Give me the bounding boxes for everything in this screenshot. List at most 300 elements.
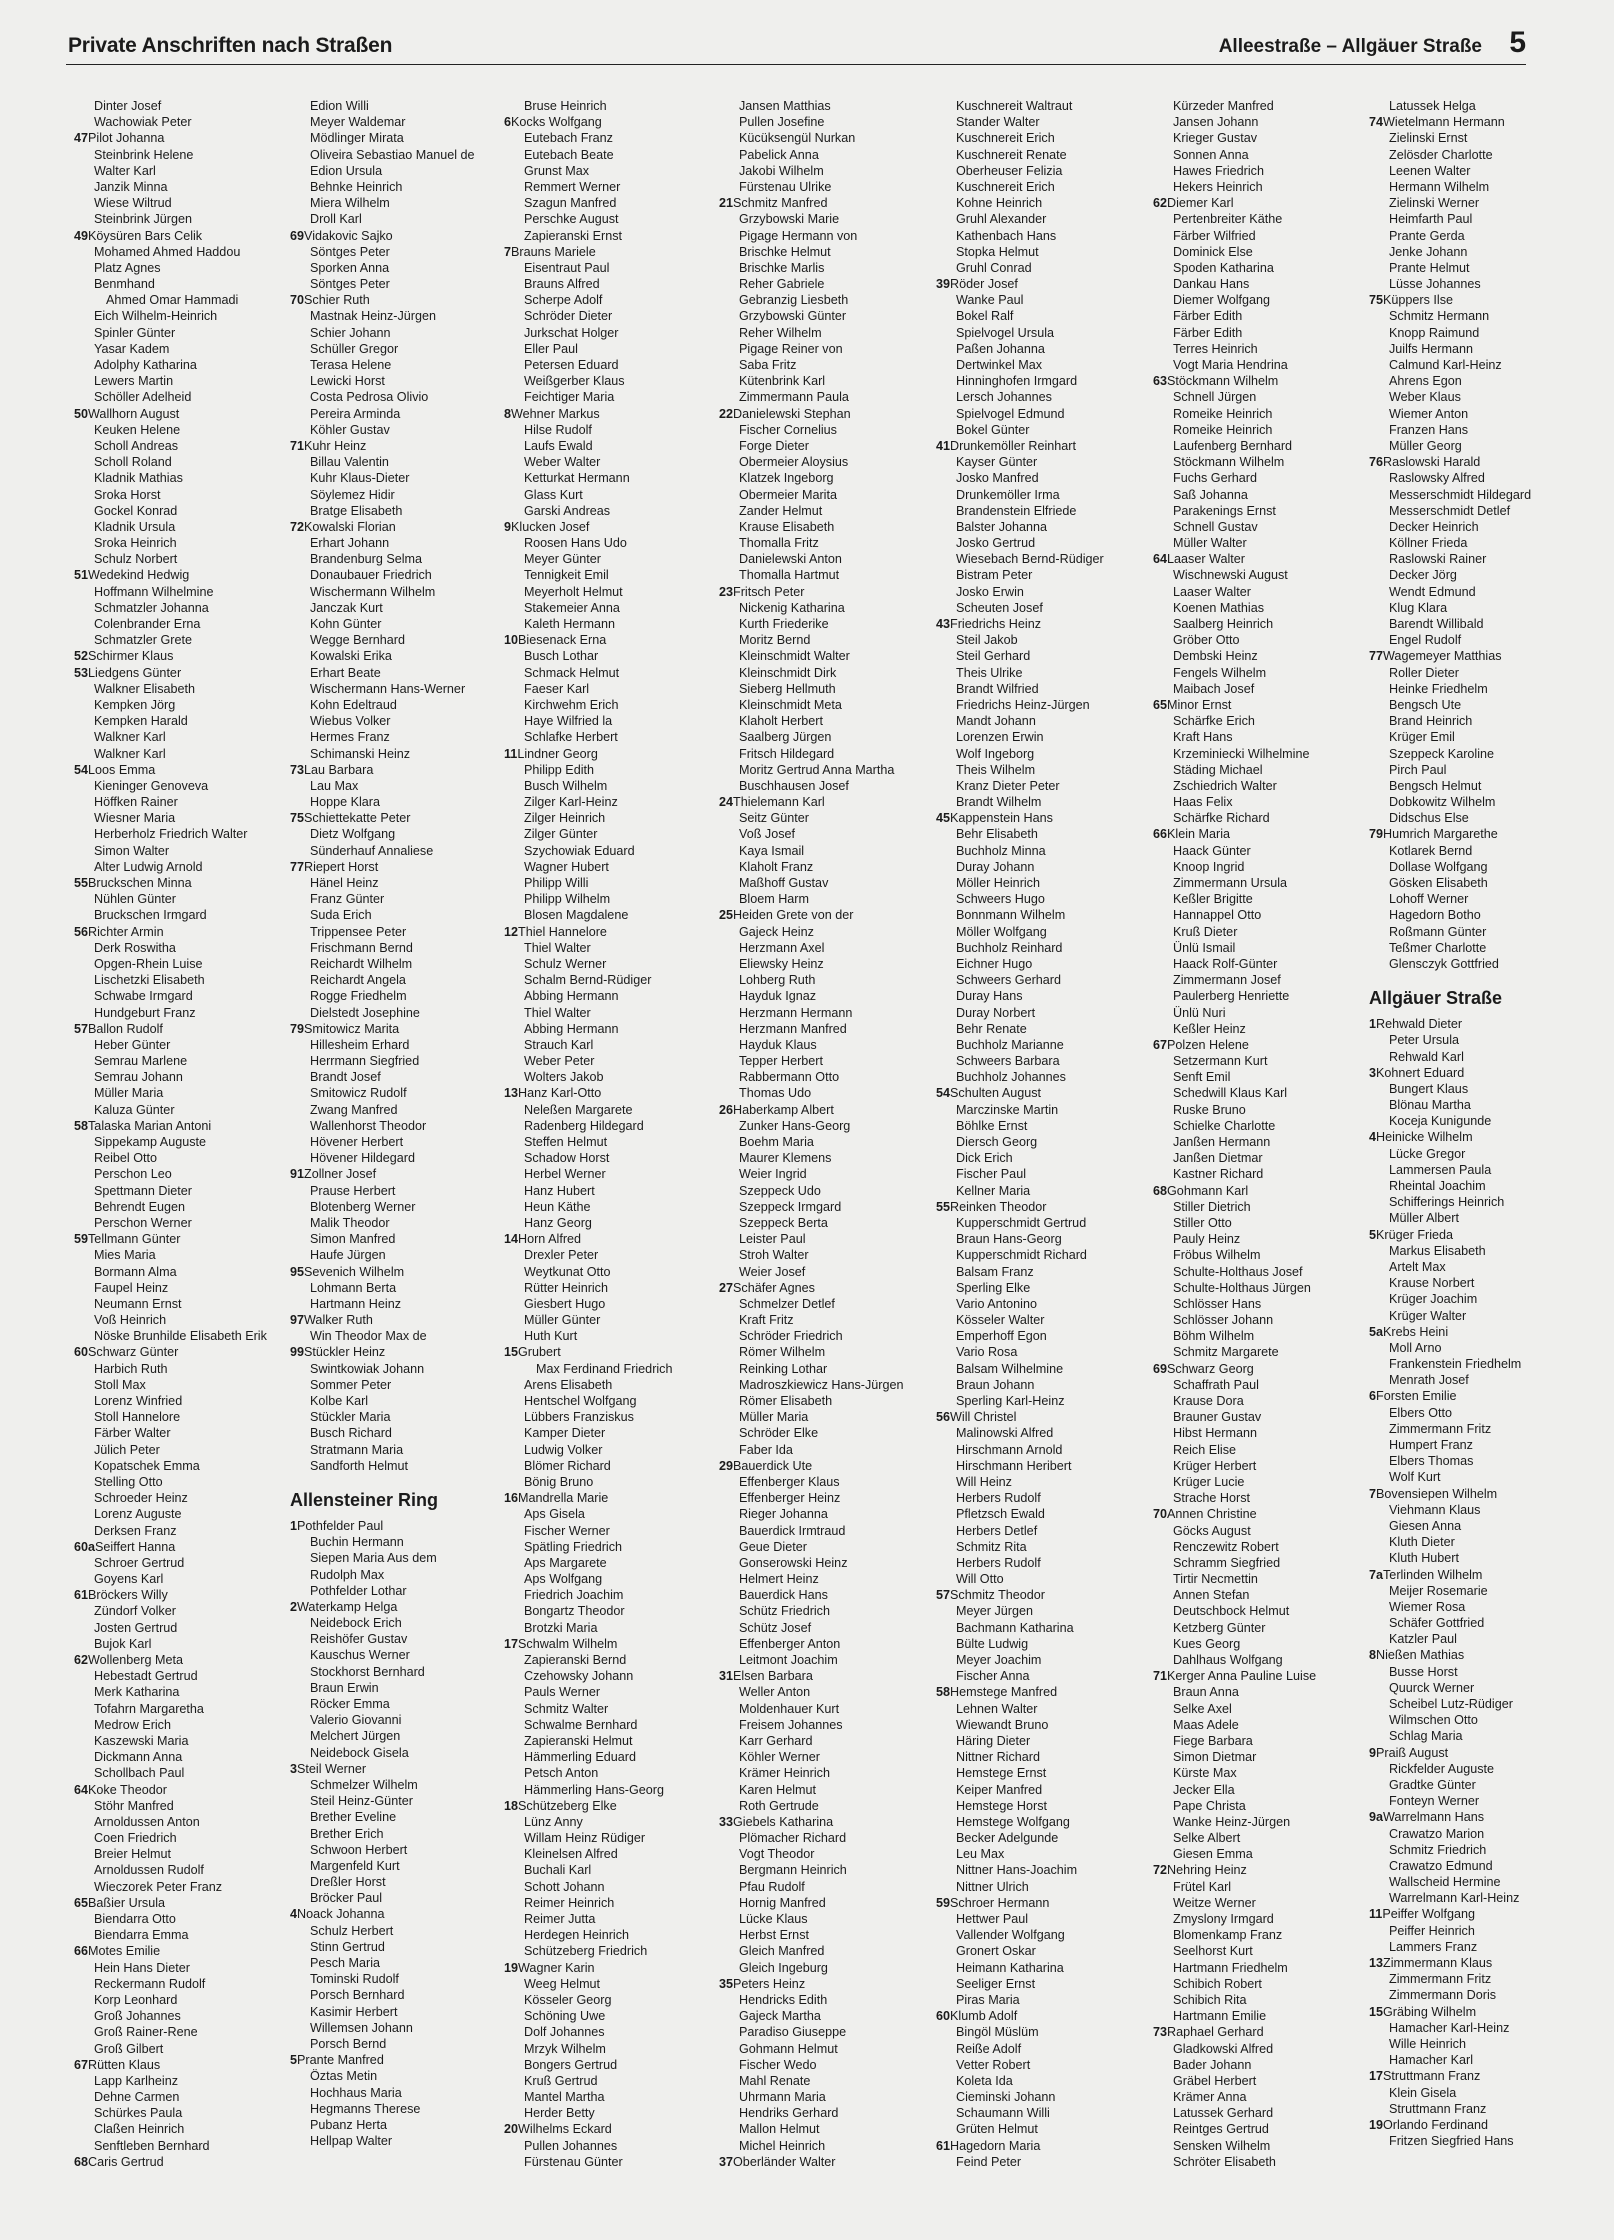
resident-entry [1153, 1053, 1363, 1069]
resident-entry [936, 1862, 1146, 1878]
resident-entry [74, 130, 284, 146]
resident-name: Weier Josef [739, 1264, 806, 1279]
resident-name: Thomalla Fritz [739, 536, 819, 551]
resident-entry [290, 503, 500, 519]
resident-name: Terres Heinrich [1173, 341, 1258, 356]
resident-name: Schnell Jürgen [1173, 390, 1257, 405]
resident-entry [719, 2008, 929, 2024]
resident-entry [1153, 1247, 1363, 1263]
resident-name: Schärfke Richard [1173, 811, 1270, 826]
resident-entry [936, 1409, 1146, 1425]
resident-name: Stelling Otto [94, 1474, 163, 1489]
resident-name: Zilger Heinrich [524, 811, 606, 826]
house-number: 6 [504, 115, 512, 130]
resident-name: Dick Erich [956, 1151, 1013, 1166]
resident-entry [74, 1943, 284, 1959]
resident-name: Faeser Karl [524, 681, 590, 696]
resident-entry [504, 810, 714, 826]
resident-name: Jurkschat Holger [524, 325, 619, 340]
resident-entry [1153, 1539, 1363, 1555]
resident-entry [290, 972, 500, 988]
resident-entry [936, 1879, 1146, 1895]
resident-entry [1369, 1728, 1579, 1744]
resident-name: Vallender Wolfgang [956, 1928, 1065, 1943]
resident-name: Schöller Adelheid [94, 390, 192, 405]
resident-entry [936, 1005, 1146, 1021]
resident-name: Kürzeder Manfred [1173, 99, 1274, 113]
resident-name: Huth Kurt [524, 1329, 578, 1344]
resident-entry [936, 843, 1146, 859]
resident-entry [1369, 2020, 1579, 2036]
resident-name: Schedwill Klaus Karl [1173, 1086, 1288, 1101]
resident-entry [936, 1377, 1146, 1393]
resident-name: Merk Katharina [94, 1685, 180, 1700]
resident-entry [1369, 1567, 1579, 1583]
resident-entry [936, 1118, 1146, 1134]
resident-name: Bovensiepen Wilhelm [1376, 1486, 1498, 1501]
resident-entry [1369, 1324, 1579, 1340]
resident-entry [290, 632, 500, 648]
resident-entry [290, 357, 500, 373]
resident-entry [290, 195, 500, 211]
resident-name: Zilger Günter [524, 827, 598, 842]
resident-name: Warrelmann Hans [1383, 1810, 1485, 1825]
resident-entry [504, 1102, 714, 1118]
resident-entry [719, 130, 929, 146]
resident-entry [74, 422, 284, 438]
resident-entry [74, 551, 284, 567]
resident-name: Willam Heinz Rüdiger [524, 1831, 646, 1846]
resident-name: Weber Klaus [1389, 390, 1461, 405]
resident-entry [936, 972, 1146, 988]
resident-entry [290, 1615, 500, 1631]
resident-entry [504, 1134, 714, 1150]
resident-entry [290, 1150, 500, 1166]
resident-name: Helmert Heinz [739, 1572, 819, 1587]
house-number: 9 [1369, 1745, 1377, 1760]
resident-entry [1153, 1782, 1363, 1798]
resident-entry [74, 1960, 284, 1976]
resident-name: Giesen Anna [1389, 1518, 1462, 1533]
resident-entry [1369, 2101, 1579, 2117]
resident-name: Keuken Helene [94, 422, 181, 437]
resident-name: Bloem Harm [739, 892, 809, 907]
resident-name: Bengsch Ute [1389, 697, 1462, 712]
resident-name: Gonserowski Heinz [739, 1555, 848, 1570]
resident-entry [719, 1199, 929, 1215]
house-number: 60 [936, 2009, 951, 2024]
resident-entry [1153, 972, 1363, 988]
resident-entry [719, 406, 929, 422]
resident-name: Selke Albert [1173, 1831, 1241, 1846]
resident-name: Schlag Maria [1389, 1729, 1463, 1744]
directory-column [290, 98, 500, 2149]
resident-entry [1153, 616, 1363, 632]
resident-name: Kupperschmidt Gertrud [956, 1215, 1087, 1230]
resident-entry [936, 1134, 1146, 1150]
resident-entry [1369, 147, 1579, 163]
resident-name: Schmitz Rita [956, 1539, 1027, 1554]
resident-name: Pfau Rudolf [739, 1879, 805, 1894]
resident-entry [1369, 260, 1579, 276]
resident-entry [1369, 2085, 1579, 2101]
resident-name: Bauerdick Irmtraud [739, 1523, 846, 1538]
resident-entry [1369, 163, 1579, 179]
resident-entry [290, 1567, 500, 1583]
resident-entry [719, 1571, 929, 1587]
resident-entry [74, 1620, 284, 1636]
resident-name: Braun Erwin [310, 1680, 379, 1695]
resident-name: Wischermann Wilhelm [310, 584, 436, 599]
resident-entry [290, 1312, 500, 1328]
resident-name: Schmack Helmut [524, 665, 620, 680]
resident-name: Philipp Willi [524, 876, 589, 890]
resident-name: Kolbe Karl [310, 1394, 369, 1408]
resident-entry [504, 147, 714, 163]
resident-name: Brauner Gustav [1173, 1410, 1262, 1425]
resident-entry [504, 1150, 714, 1166]
resident-entry [936, 1150, 1146, 1166]
resident-entry [290, 228, 500, 244]
resident-name: Szeppeck Udo [739, 1183, 821, 1198]
resident-name: Behr Elisabeth [956, 827, 1038, 842]
resident-entry [1153, 1409, 1363, 1425]
resident-entry [719, 1377, 929, 1393]
resident-name: Hemstege Wolfgang [956, 1814, 1070, 1829]
resident-entry [936, 2121, 1146, 2137]
resident-entry [719, 891, 929, 907]
resident-entry [1369, 551, 1579, 567]
resident-entry [290, 1858, 500, 1874]
resident-name: Köhler Gustav [310, 422, 390, 437]
resident-entry [504, 179, 714, 195]
resident-entry [74, 1037, 284, 1053]
resident-name: Stückler Heinz [304, 1345, 386, 1360]
resident-name: Horn Alfred [518, 1232, 582, 1247]
house-number: 24 [719, 795, 734, 810]
resident-name: Fonteyn Werner [1389, 1794, 1480, 1809]
resident-entry [936, 1474, 1146, 1490]
resident-entry [1153, 2024, 1363, 2040]
resident-name: Fröbus Wilhelm [1173, 1248, 1261, 1263]
resident-name: Brandt Wilfried [956, 681, 1039, 696]
resident-entry [290, 341, 500, 357]
resident-name: Balster Johanna [956, 519, 1048, 534]
resident-entry [74, 875, 284, 891]
resident-entry [1153, 454, 1363, 470]
resident-entry [74, 1280, 284, 1296]
resident-entry [1369, 519, 1579, 535]
resident-name: Klumb Adolf [950, 2009, 1018, 2024]
resident-entry [719, 1183, 929, 1199]
resident-name: Heun Käthe [524, 1199, 591, 1214]
resident-entry [1153, 940, 1363, 956]
resident-name: Hermann Wilhelm [1389, 179, 1490, 194]
resident-name: Simon Walter [94, 843, 170, 858]
house-number: 56 [936, 1410, 951, 1425]
resident-name: Wagner Hubert [524, 859, 609, 874]
resident-entry [1153, 422, 1363, 438]
resident-entry [936, 1215, 1146, 1231]
resident-entry [936, 2008, 1146, 2024]
resident-entry [74, 2121, 284, 2137]
house-number: 45 [936, 811, 951, 826]
resident-entry [1369, 470, 1579, 486]
resident-entry [1369, 1097, 1579, 1113]
resident-entry [74, 746, 284, 762]
resident-name: Söntges Peter [310, 244, 390, 259]
resident-entry [504, 1393, 714, 1409]
resident-entry [1369, 1583, 1579, 1599]
house-number: 56 [74, 924, 89, 939]
resident-entry [1153, 503, 1363, 519]
resident-name: Effenberger Heinz [739, 1491, 841, 1506]
resident-entry [1153, 988, 1363, 1004]
resident-entry [504, 1344, 714, 1360]
resident-entry [1153, 389, 1363, 405]
resident-name: Heimann Katharina [956, 1960, 1064, 1975]
resident-name: Lohoff Werner [1389, 892, 1469, 907]
resident-name: Wollenberg Meta [88, 1653, 183, 1667]
resident-name: Diemer Wolfgang [1173, 293, 1271, 308]
resident-entry [936, 454, 1146, 470]
house-number: 64 [74, 1782, 89, 1797]
resident-name: Szeppeck Irmgard [739, 1199, 842, 1214]
resident-name: Spätling Friedrich [524, 1539, 622, 1554]
resident-name: Laufenberg Bernhard [1173, 438, 1293, 453]
resident-entry [936, 228, 1146, 244]
resident-entry [1153, 1215, 1363, 1231]
resident-name: Sünderhauf Annaliese [310, 843, 434, 858]
house-number: 9 [504, 519, 512, 534]
resident-entry [290, 1361, 500, 1377]
resident-name: Dinter Josef [94, 99, 162, 113]
resident-entry [719, 2089, 929, 2105]
resident-name: Jenke Johann [1389, 244, 1468, 259]
resident-entry [1153, 357, 1363, 373]
house-number: 5 [290, 2053, 298, 2068]
resident-name: Haufe Jürgen [310, 1248, 386, 1263]
resident-name: Wille Heinrich [1389, 2036, 1466, 2051]
resident-entry [74, 697, 284, 713]
resident-entry [1153, 470, 1363, 486]
resident-name: Bader Johann [1173, 2057, 1252, 2072]
resident-name: Kempken Jörg [94, 697, 176, 712]
resident-entry [936, 276, 1146, 292]
resident-name: Trippensee Peter [310, 924, 407, 939]
resident-entry [1369, 697, 1579, 713]
resident-name: Hirschmann Arnold [956, 1442, 1063, 1457]
resident-entry [719, 1409, 929, 1425]
resident-entry [504, 600, 714, 616]
resident-entry [504, 1652, 714, 1668]
resident-entry [74, 988, 284, 1004]
resident-name: Smitowicz Rudolf [310, 1086, 407, 1101]
resident-name: Kocks Wolfgang [511, 115, 602, 130]
resident-name: Walkner Karl [94, 746, 166, 761]
resident-name: Färber Edith [1173, 325, 1243, 340]
resident-entry [1153, 163, 1363, 179]
resident-entry [74, 1911, 284, 1927]
house-number: 65 [74, 1895, 89, 1910]
resident-name: Gronert Oskar [956, 1944, 1036, 1959]
resident-entry [290, 2004, 500, 2020]
resident-entry [290, 1377, 500, 1393]
resident-entry [504, 632, 714, 648]
resident-name: Hartmann Friedhelm [1173, 1960, 1288, 1975]
resident-entry [290, 778, 500, 794]
resident-name: Fengels Wilhelm [1173, 665, 1267, 680]
resident-name: Effenberger Anton [739, 1636, 841, 1651]
resident-entry [290, 1425, 500, 1441]
resident-entry [1369, 1647, 1579, 1663]
resident-name: Weeg Helmut [524, 1976, 601, 1991]
resident-name: Terlinden Wilhelm [1383, 1567, 1483, 1582]
resident-entry [504, 1280, 714, 1296]
resident-name: Mastnak Heinz-Jürgen [310, 309, 436, 324]
resident-entry [719, 244, 929, 260]
resident-name: Kleinelsen Alfred [524, 1847, 618, 1862]
resident-entry [1153, 810, 1363, 826]
resident-name: Malik Theodor [310, 1215, 390, 1230]
resident-name: Blomenkamp Franz [1173, 1928, 1283, 1943]
resident-name: Schmitz Manfred [733, 196, 828, 211]
resident-name: Schäfer Agnes [733, 1280, 815, 1295]
resident-name: Hekers Heinrich [1173, 179, 1263, 194]
house-number: 70 [290, 293, 305, 308]
resident-entry [936, 1620, 1146, 1636]
resident-entry [719, 2024, 929, 2040]
resident-name: Willemsen Johann [310, 2020, 413, 2035]
resident-name: Emperhoff Egon [956, 1329, 1047, 1344]
resident-name: Wehner Markus [511, 406, 600, 421]
house-number: 11 [504, 746, 518, 761]
resident-entry [1369, 713, 1579, 729]
resident-entry [74, 98, 284, 114]
resident-name: Wendt Edmund [1389, 584, 1476, 599]
house-number: 11 [1369, 1907, 1383, 1922]
resident-entry [504, 875, 714, 891]
resident-name: Alter Ludwig Arnold [94, 859, 203, 874]
resident-entry [719, 665, 929, 681]
resident-entry [290, 1231, 500, 1247]
resident-entry [719, 567, 929, 583]
resident-entry [1369, 244, 1579, 260]
resident-name: Schäfer Gottfried [1389, 1616, 1485, 1631]
resident-name: Bujok Karl [94, 1636, 152, 1651]
resident-entry [1153, 1150, 1363, 1166]
resident-entry [719, 1005, 929, 1021]
resident-name: Lewicki Horst [310, 374, 385, 389]
resident-entry [719, 2073, 929, 2089]
resident-entry [290, 1037, 500, 1053]
resident-entry [504, 1361, 714, 1377]
resident-name: Kappenstein Hans [950, 811, 1053, 826]
resident-entry [1369, 1453, 1579, 1469]
resident-name: Kraft Fritz [739, 1313, 794, 1328]
resident-name: Klein Gisela [1389, 2085, 1457, 2100]
resident-name: Kaleth Hermann [524, 617, 616, 631]
resident-entry [1153, 1992, 1363, 2008]
resident-name: Caris Gertrud [88, 2154, 164, 2169]
resident-name: Hegmanns Therese [310, 2101, 421, 2116]
resident-name: Dickmann Anna [94, 1750, 183, 1765]
resident-name: Gräbel Herbert [1173, 2073, 1257, 2088]
resident-name: Herbers Rudolf [956, 1491, 1041, 1506]
resident-entry [504, 681, 714, 697]
resident-name: Medrow Erich [94, 1717, 171, 1732]
resident-name: Hawes Friedrich [1173, 163, 1264, 178]
resident-entry [290, 1680, 500, 1696]
resident-name: Nühlen Günter [94, 892, 176, 907]
resident-name: Kowalski Florian [304, 519, 396, 534]
resident-entry [719, 1927, 929, 1943]
resident-name: Frischmann Bernd [310, 940, 413, 955]
resident-entry [719, 1668, 929, 1684]
resident-name: Erhart Johann [310, 536, 390, 551]
resident-name: Menrath Josef [1389, 1373, 1469, 1388]
resident-name: Garski Andreas [524, 503, 611, 518]
resident-entry [1153, 843, 1363, 859]
resident-entry [504, 1749, 714, 1765]
resident-name: Klug Klara [1389, 600, 1448, 615]
resident-entry [936, 130, 1146, 146]
house-number: 33 [719, 1814, 734, 1829]
resident-name: Plömacher Richard [739, 1831, 847, 1846]
resident-name: Fritsch Hildegard [739, 746, 835, 761]
house-number: 72 [1153, 1863, 1168, 1878]
resident-name: Claßen Heinrich [94, 2122, 185, 2137]
resident-name: Böhlke Ernst [956, 1118, 1028, 1133]
resident-name: Raslowsky Alfred [1389, 471, 1485, 486]
resident-name: Steinbrink Helene [94, 147, 194, 162]
resident-entry [1369, 1032, 1579, 1048]
resident-name: Möller Wolfgang [956, 924, 1047, 939]
resident-name: Keßler Brigitte [1173, 892, 1253, 907]
resident-entry [290, 2117, 500, 2133]
resident-entry [1369, 2004, 1579, 2020]
resident-name: Krause Norbert [1389, 1276, 1475, 1291]
resident-name: Jansen Matthias [739, 99, 831, 113]
house-number: 91 [290, 1167, 305, 1182]
resident-name: Herbel Werner [524, 1167, 606, 1182]
resident-name: Viehmann Klaus [1389, 1502, 1481, 1517]
resident-name: Mrzyk Wilhelm [524, 2041, 606, 2056]
resident-entry [936, 1798, 1146, 1814]
resident-entry [719, 924, 929, 940]
resident-entry [504, 1782, 714, 1798]
resident-entry [290, 729, 500, 745]
resident-name: Lischetzki Elisabeth [94, 973, 205, 988]
resident-entry [290, 1987, 500, 2003]
resident-name: Markus Elisabeth [1389, 1243, 1486, 1258]
resident-entry [936, 244, 1146, 260]
resident-entry [1153, 406, 1363, 422]
resident-entry [504, 551, 714, 567]
house-number: 52 [74, 649, 89, 664]
page-header [66, 28, 1526, 65]
resident-name: Herzmann Axel [739, 940, 825, 955]
resident-entry [936, 600, 1146, 616]
resident-entry [936, 1830, 1146, 1846]
resident-name: Raslowski Rainer [1389, 552, 1487, 567]
resident-entry [1369, 1502, 1579, 1518]
resident-entry [1153, 1069, 1363, 1085]
resident-name: Katzler Paul [1389, 1632, 1457, 1647]
resident-name: Schimanski Heinz [310, 746, 411, 761]
resident-name: Schaumann Willi [956, 2106, 1050, 2121]
house-number: 17 [504, 1636, 519, 1651]
